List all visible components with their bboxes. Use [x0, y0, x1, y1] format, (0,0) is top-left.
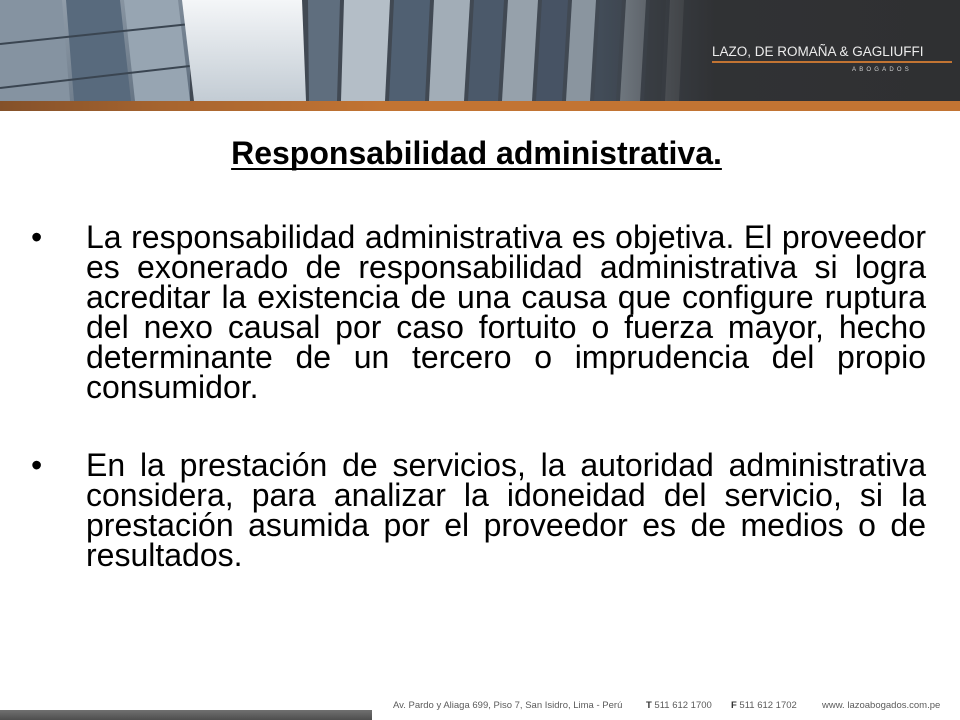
- bullet-line: determinante de un tercero o imprudencia del propio: [86, 339, 926, 375]
- bullet-line: La responsabilidad administrativa es objetiva. El proveedor: [86, 219, 926, 255]
- firm-logo-rule: [712, 61, 952, 63]
- footer-fax-number: 511 612 1702: [739, 700, 797, 711]
- footer-address: Av. Pardo y Aliaga 699, Piso 7, San Isidro, Lima - Perú: [393, 700, 623, 711]
- glass-slat: [389, 0, 430, 101]
- header-banner: [0, 0, 960, 111]
- glass-slat: [468, 0, 504, 101]
- bullet-text: [86, 447, 926, 573]
- footer-phone: [646, 700, 712, 712]
- glass-slat: [308, 0, 340, 101]
- bullet-line: consumidor.: [86, 369, 259, 405]
- footer-phone-label: T: [646, 700, 652, 711]
- bullet-symbol: •: [31, 219, 43, 255]
- glass-reflection: [182, 0, 306, 101]
- firm-logo-name: LAZO, DE ROMAÑA & GAGLIUFFI: [712, 44, 924, 59]
- footer-website: www. lazoabogados.com.pe: [822, 700, 941, 711]
- glass-pane: [66, 0, 131, 101]
- bullet-line: considera, para analizar la idoneidad del servicio, si la: [86, 477, 926, 513]
- footer-phone-number: 511 612 1700: [654, 700, 712, 711]
- glass-slat: [341, 0, 390, 101]
- bullet-line: del nexo causal por caso fortuito o fuerza mayor, hecho: [86, 309, 926, 345]
- footer-bar: [0, 710, 372, 720]
- bullet-text: [86, 219, 926, 405]
- bullet-line: es exonerado de responsabilidad administrativa si logra: [86, 249, 926, 285]
- bullet-line: resultados.: [86, 537, 243, 573]
- firm-logo-tagline: ABOGADOS: [852, 67, 912, 73]
- header-accent-band: [0, 101, 960, 111]
- slide-title: Responsabilidad administrativa.: [231, 135, 722, 171]
- footer-fax-label: F: [731, 700, 737, 711]
- glass-slat: [429, 0, 470, 101]
- bullet-line: acreditar la existencia de una causa que configure ruptura: [86, 279, 926, 315]
- glass-slat: [502, 0, 538, 101]
- footer-fax: [731, 700, 797, 712]
- bullet-symbol: •: [31, 447, 43, 483]
- bullet-line: En la prestación de servicios, la autoridad administrativa: [86, 447, 926, 483]
- bullet-line: prestación asumida por el proveedor es de medios o de: [86, 507, 926, 543]
